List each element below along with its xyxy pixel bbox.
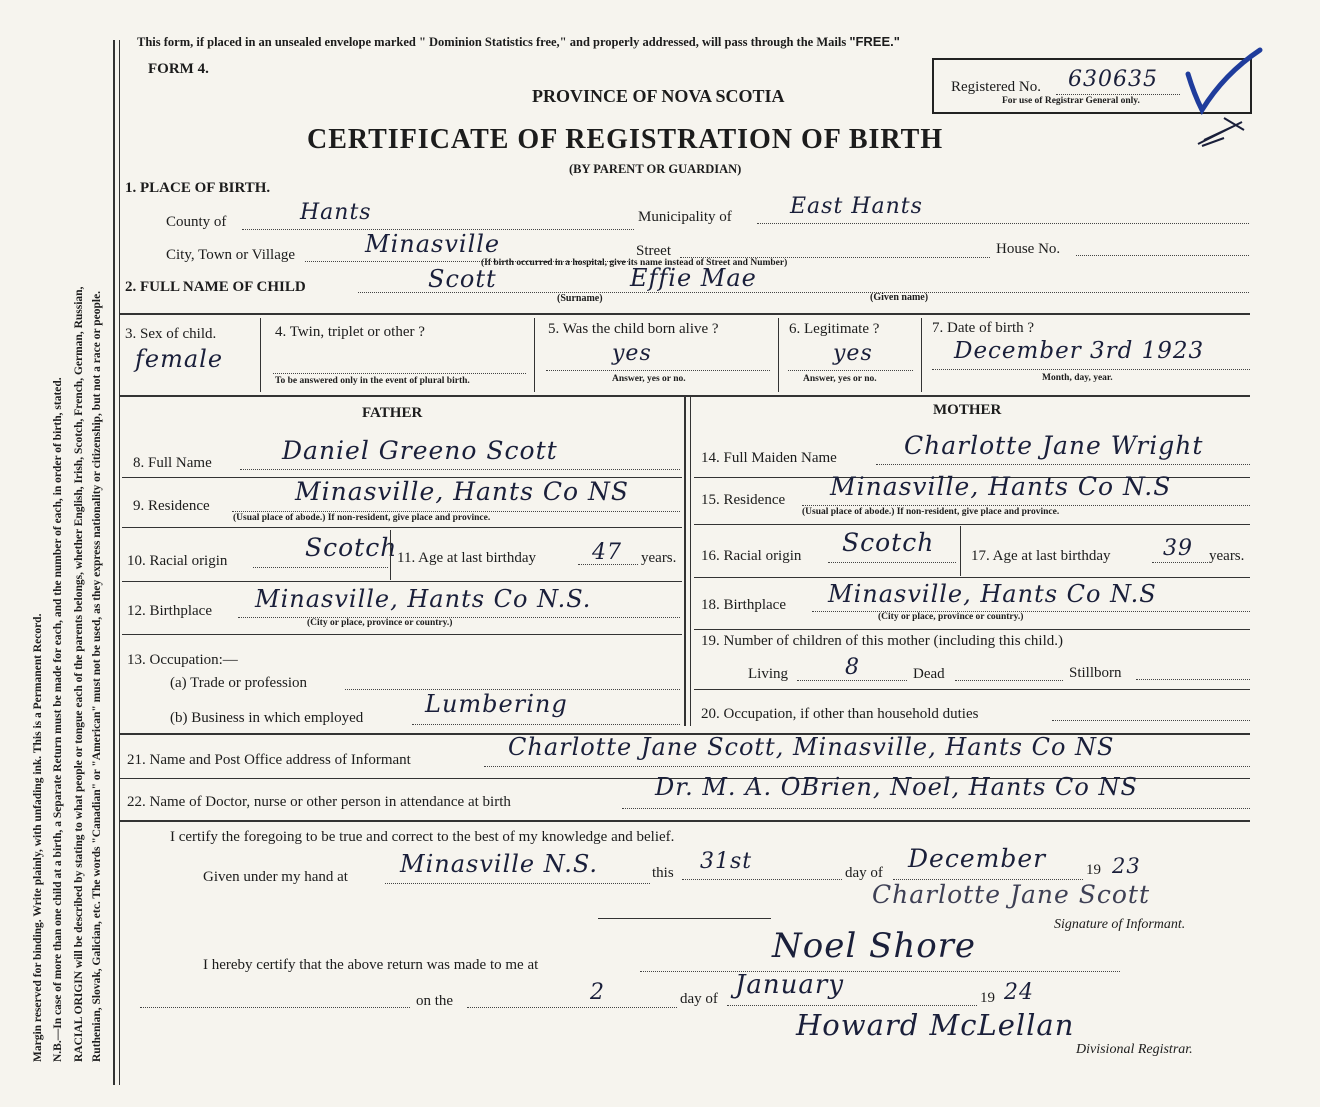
father-birthplace-label: 12. Birthplace xyxy=(127,603,212,619)
margin-note-3: RACIAL ORIGIN will be described by stating to what people or tongue each of the parents belongs, whether English, Irish, Scotch, French, German, Russian, xyxy=(73,286,85,1062)
child-name-label: 2. FULL NAME OF CHILD xyxy=(125,279,306,295)
registrar-day-value: 2 xyxy=(590,980,605,1005)
margin-rule xyxy=(113,40,115,1085)
registrar-signature: Howard McLellan xyxy=(796,1008,1075,1042)
stillborn-label: Stillborn xyxy=(1069,665,1122,681)
mother-birthplace-value: Minasville, Hants Co N.S xyxy=(828,580,1157,608)
sex-label: 3. Sex of child. xyxy=(125,326,217,342)
surname-note: (Surname) xyxy=(557,293,603,304)
mother-residence-label: 15. Residence xyxy=(701,492,786,508)
municipality-label: Municipality of xyxy=(638,209,732,225)
father-age-label: 11. Age at last birthday xyxy=(397,550,536,566)
mother-birthplace-label: 18. Birthplace xyxy=(701,597,786,613)
child-surname-value: Scott xyxy=(428,265,497,293)
father-heading: FATHER xyxy=(362,405,423,421)
living-value: 8 xyxy=(845,655,860,680)
mother-racial-label: 16. Racial origin xyxy=(701,548,802,564)
alive-note: Answer, yes or no. xyxy=(612,374,686,384)
father-name-value: Daniel Greeno Scott xyxy=(282,436,558,465)
county-label: County of xyxy=(166,214,227,230)
mother-age-unit: years. xyxy=(1209,548,1245,564)
municipality-value: East Hants xyxy=(790,194,923,219)
certify-statement: I certify the foregoing to be true and correct to the best of my knowledge and belief. xyxy=(170,829,675,845)
form-number: FORM 4. xyxy=(148,61,209,77)
father-residence-note: (Usual place of abode.) If non-resident, give place and province. xyxy=(233,513,491,523)
father-name-label: 8. Full Name xyxy=(133,455,212,471)
margin-note-2: N.B.—In case of more than one child at a birth, a Separate Return must be made for each, and the number of each, in order of birth, stated. xyxy=(52,377,64,1062)
registered-label: Registered No. xyxy=(951,79,1041,95)
doctor-value: Dr. M. A. OBrien, Noel, Hants Co NS xyxy=(655,773,1138,801)
place-of-birth-heading: 1. PLACE OF BIRTH. xyxy=(125,180,271,196)
county-value: Hants xyxy=(300,200,372,225)
mother-residence-value: Minasville, Hants Co N.S xyxy=(830,472,1172,501)
given-place-value: Minasville N.S. xyxy=(400,850,599,878)
business-value: Lumbering xyxy=(425,690,568,718)
certify-year-prefix: 19 xyxy=(1086,862,1101,878)
father-age-value: 47 xyxy=(592,540,622,565)
alive-label: 5. Was the child born alive ? xyxy=(548,321,719,337)
registrar-day-of: day of xyxy=(680,991,718,1007)
mail-notice xyxy=(137,34,900,50)
father-residence-value: Minasville, Hants Co NS xyxy=(295,477,629,506)
living-label: Living xyxy=(748,666,788,682)
this-label: this xyxy=(652,865,674,881)
father-racial-value: Scotch xyxy=(305,533,398,562)
given-note: (Given name) xyxy=(870,292,929,303)
registrar-statement: I hereby certify that the above return was made to me at xyxy=(203,957,539,973)
legitimate-label: 6. Legitimate ? xyxy=(789,321,880,337)
registered-value: 630635 xyxy=(1068,67,1158,92)
hospital-note: (If birth occurred in a hospital, give its name instead of Street and Number) xyxy=(481,258,788,268)
certify-year-value: 23 xyxy=(1112,854,1141,878)
dead-label: Dead xyxy=(913,666,945,682)
informant-value: Charlotte Jane Scott, Minasville, Hants Co NS xyxy=(508,733,1115,761)
registered-note: For use of Registrar General only. xyxy=(1002,96,1140,106)
father-residence-label: 9. Residence xyxy=(133,498,210,514)
margin-note-4: Ruthenian, Slovak, Galician, etc. The words "Canadian" or "American" must not be used, as they express nationality or citizenship, but not a race or people. xyxy=(91,290,103,1062)
mail-free: "FREE." xyxy=(849,34,900,49)
child-given-value: Effie Mae xyxy=(630,264,757,292)
father-racial-label: 10. Racial origin xyxy=(127,553,228,569)
informant-signature: Charlotte Jane Scott xyxy=(872,880,1151,909)
registrar-month-value: January xyxy=(735,970,845,1000)
informant-sig-label: Signature of Informant. xyxy=(1054,917,1186,932)
street-label: Street xyxy=(636,243,671,259)
mother-name-value: Charlotte Jane Wright xyxy=(904,431,1204,460)
mother-residence-note: (Usual place of abode.) If non-resident, give place and province. xyxy=(802,507,1060,517)
legitimate-value: yes xyxy=(833,341,873,366)
certificate-subtitle: (BY PARENT OR GUARDIAN) xyxy=(569,162,742,176)
trade-label: (a) Trade or profession xyxy=(170,675,308,691)
dob-label: 7. Date of birth ? xyxy=(932,320,1035,336)
house-no-label: House No. xyxy=(996,241,1061,257)
mother-racial-value: Scotch xyxy=(842,528,935,557)
city-value: Minasville xyxy=(365,230,501,258)
on-the-label: on the xyxy=(416,993,454,1009)
legitimate-note: Answer, yes or no. xyxy=(803,374,877,384)
informant-label: 21. Name and Post Office address of Informant xyxy=(127,752,411,768)
father-birthplace-value: Minasville, Hants Co N.S. xyxy=(255,585,592,613)
registrar-year-prefix: 19 xyxy=(980,990,995,1006)
certificate-title: CERTIFICATE OF REGISTRATION OF BIRTH xyxy=(307,124,944,155)
checkmark-icon xyxy=(1180,44,1264,116)
father-age-unit: years. xyxy=(641,550,677,566)
sex-value: female xyxy=(135,345,224,373)
certify-day-of: day of xyxy=(845,865,883,881)
margin-rule-inner xyxy=(119,40,120,1085)
mother-age-label: 17. Age at last birthday xyxy=(971,548,1111,564)
mother-name-label: 14. Full Maiden Name xyxy=(701,450,837,466)
certify-month-value: December xyxy=(908,844,1047,873)
certify-day-value: 31st xyxy=(700,849,753,874)
twin-label: 4. Twin, triplet or other ? xyxy=(275,324,425,340)
pen-scribble-icon xyxy=(1194,112,1250,152)
father-birthplace-note: (City or place, province or country.) xyxy=(307,618,453,628)
twin-note: To be answered only in the event of plural birth. xyxy=(275,376,470,386)
city-label: City, Town or Village xyxy=(166,247,296,263)
province-heading: PROVINCE OF NOVA SCOTIA xyxy=(532,86,785,106)
doctor-label: 22. Name of Doctor, nurse or other person in attendance at birth xyxy=(127,794,511,810)
mother-birthplace-note: (City or place, province or country.) xyxy=(878,612,1024,622)
father-occupation-label: 13. Occupation:— xyxy=(127,652,238,668)
given-under-label: Given under my hand at xyxy=(203,869,348,885)
business-label: (b) Business in which employed xyxy=(170,710,364,726)
margin-note-1: Margin reserved for binding. Write plainly, with unfading ink. This is a Permanent Record. xyxy=(32,613,44,1062)
alive-value: yes xyxy=(612,341,652,366)
dob-note: Month, day, year. xyxy=(1042,373,1113,383)
registrar-sig-label: Divisional Registrar. xyxy=(1076,1042,1193,1057)
mother-age-value: 39 xyxy=(1163,536,1193,561)
mother-heading: MOTHER xyxy=(933,402,1002,418)
children-label: 19. Number of children of this mother (including this child.) xyxy=(701,633,1064,649)
registrar-place-value: Noel Shore xyxy=(772,926,977,966)
mother-occupation-label: 20. Occupation, if other than household duties xyxy=(701,706,979,722)
dob-value: December 3rd 1923 xyxy=(954,338,1205,364)
registrar-year-value: 24 xyxy=(1004,980,1034,1005)
mail-notice-text: This form, if placed in an unsealed envelope marked " Dominion Statistics free," and properly addressed, will pass through the Mails xyxy=(137,35,847,49)
